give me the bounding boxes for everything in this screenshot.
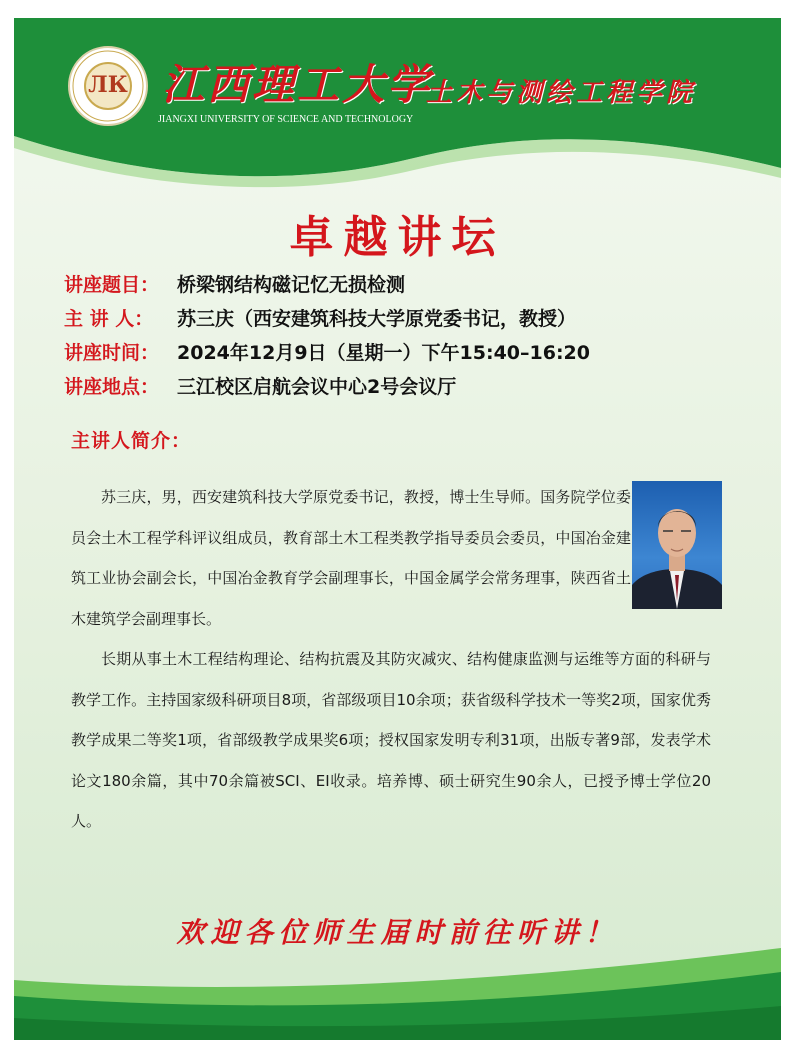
info-label: 讲座题目： — [64, 274, 160, 296]
footer-green-band — [14, 936, 781, 1040]
bio-paragraph-2: 长期从事土木工程结构理论、结构抗震及其防灾减灾、结构健康监测与运维等方面的科研与教学工作。主持国家级科研项目8项，省部级项目10余项；获省级科学技术一等奖2项，国家优秀教学成果二等奖1项，省部级教学成果奖6项；授权国家发明专利31项，出版专著9部，发表学术论文180余篇，其中70余篇被SCI、EI收录。培养博、硕士研究生90余人，已授予博士学位20人。 — [71, 650, 711, 830]
logo-emblem — [84, 62, 132, 110]
info-value: 2024年12月9日（星期一）下午15:40–16:20 — [177, 342, 591, 364]
info-row-speaker — [64, 302, 590, 336]
info-row-location — [64, 370, 590, 404]
poster — [14, 18, 781, 1040]
poster-title: 卓越讲坛 — [289, 212, 506, 263]
info-row-topic — [64, 268, 590, 302]
logo-mark: ЛК — [88, 72, 128, 98]
welcome-message: 欢迎各位师生届时前往听讲！ — [176, 916, 619, 949]
info-label: 主 讲 人： — [64, 308, 154, 330]
info-value: 桥梁钢结构磁记忆无损检测 — [177, 274, 406, 296]
university-logo — [68, 46, 148, 126]
info-row-time — [64, 336, 590, 370]
bio-paragraph-1: 苏三庆，男，西安建筑科技大学原党委书记，教授，博士生导师。国务院学位委员会土木工程学科评议组成员，教育部土木工程类教学指导委员会委员，中国冶金建筑工业协会副会长，中国冶金教育学会副理事长，中国金属学会常务理事，陕西省土木建筑学会副理事长。 — [71, 488, 631, 628]
info-label: 讲座时间： — [64, 342, 160, 364]
lecture-info — [64, 268, 590, 404]
bio-heading: 主讲人简介： — [71, 430, 192, 452]
info-label: 讲座地点： — [64, 376, 160, 398]
bio-text — [71, 477, 711, 842]
college-name: 土木与测绘工程学院 — [426, 78, 697, 108]
info-value: 三江校区启航会议中心2号会议厅 — [177, 376, 457, 398]
info-value: 苏三庆（西安建筑科技大学原党委书记，教授） — [177, 308, 577, 330]
university-name-en: JIANGXI UNIVERSITY OF SCIENCE AND TECHNOLOGY — [158, 114, 414, 125]
university-name: 江西理工大学 — [162, 60, 433, 109]
